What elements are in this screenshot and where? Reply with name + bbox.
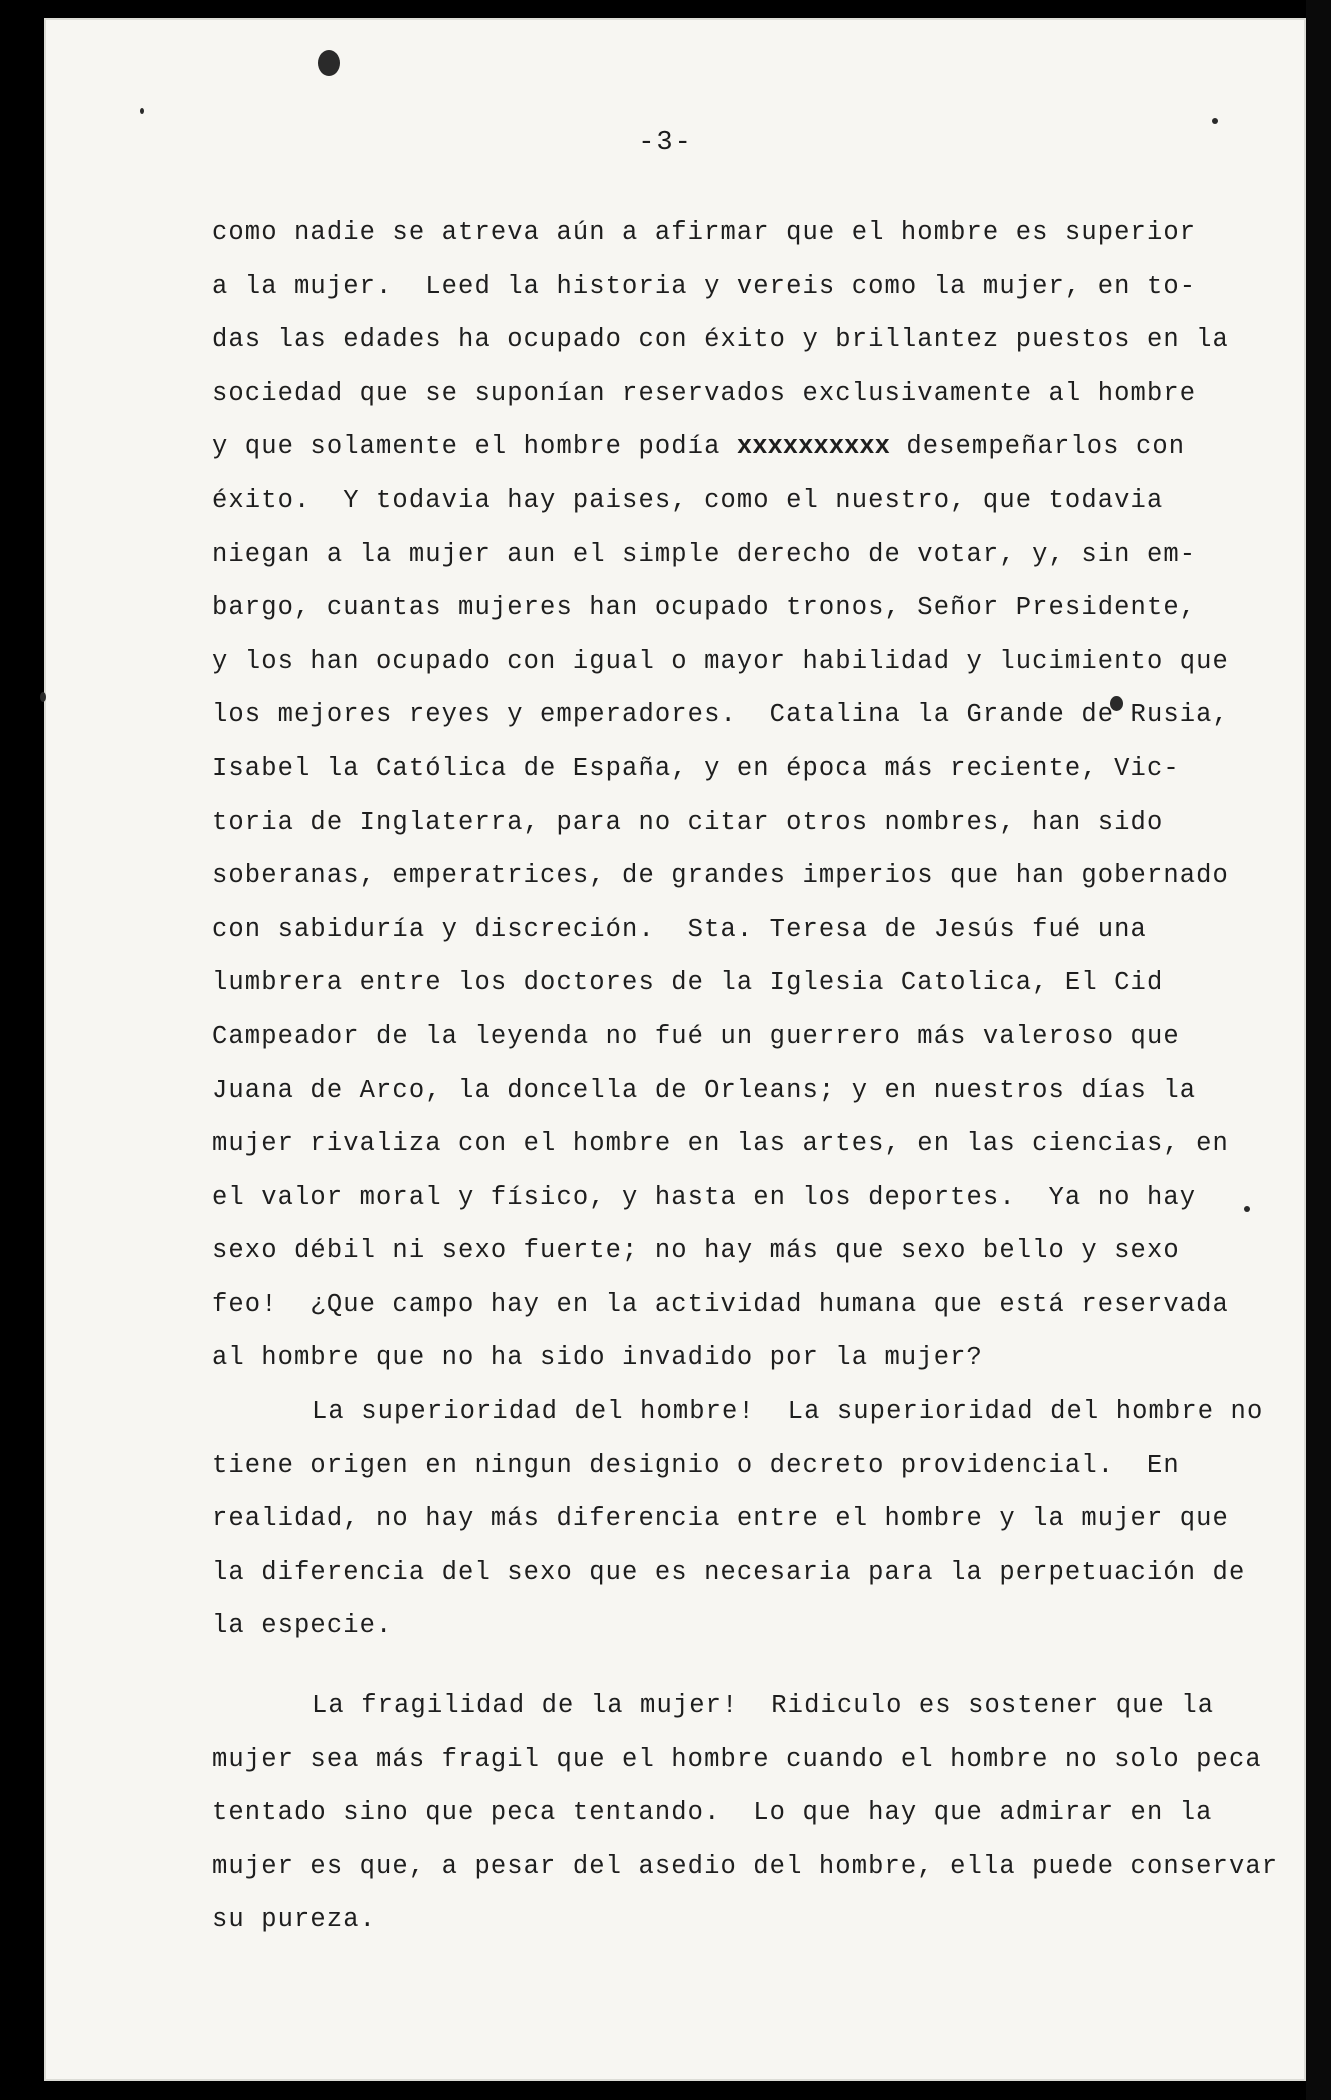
paragraph-gap [212,1653,1222,1679]
text-line: éxito. Y todavia hay paises, como el nuestro, que todavia [212,485,1164,515]
text-line: su pureza. [212,1905,377,1935]
text-line: tiene origen en ningun designio o decreto providencial. En [212,1450,1180,1480]
ink-dot [140,108,144,114]
text-line: soberanas, emperatrices, de grandes imperios que han gobernado [212,861,1229,891]
text-line: con sabiduría y discreción. Sta. Teresa de Jesús fué una [212,914,1147,944]
text-line: lumbrera entre los doctores de la Iglesia Catolica, El Cid [212,968,1164,998]
text-segment: y que solamente el hombre podía [212,432,721,462]
text-line: La fragilidad de la mujer! Ridiculo es sostener que la [312,1691,1215,1721]
text-line: la especie. [212,1611,393,1641]
text-line: das las edades ha ocupado con éxito y brillantez puestos en la [212,325,1229,355]
text-line: Campeador de la leyenda no fué un guerrero más valeroso que [212,1021,1180,1051]
text-line: mujer es que, a pesar del asedio del hombre, ella puede conservar [212,1851,1279,1881]
text-line: bargo, cuantas mujeres han ocupado tronos, Señor Presidente, [212,593,1197,623]
text-line: sexo débil ni sexo fuerte; no hay más que sexo bello y sexo [212,1236,1180,1266]
text-line: realidad, no hay más diferencia entre el hombre y la mujer que [212,1504,1229,1534]
ink-dot [1212,118,1218,124]
text-line: mujer rivaliza con el hombre en las artes, en las ciencias, en [212,1129,1229,1159]
text-line: la diferencia del sexo que es necesaria para la perpetuación de [212,1557,1246,1587]
text-line: al hombre que no ha sido invadido por la mujer? [212,1343,983,1373]
text-line: feo! ¿Que campo hay en la actividad humana que está reservada [212,1289,1229,1319]
text-line: tentado sino que peca tentando. Lo que hay que admirar en la [212,1798,1213,1828]
text-line: a la mujer. Leed la historia y vereis como la mujer, en to- [212,271,1197,301]
ink-dot [40,692,46,702]
text-line: niegan a la mujer aun el simple derecho de votar, y, sin em- [212,539,1197,569]
text-line: mujer sea más fragil que el hombre cuando el hombre no solo peca [212,1744,1262,1774]
ink-blot [318,50,340,76]
ink-dot [1244,1206,1250,1212]
text-line: los mejores reyes y emperadores. Catalina la Grande de Rusia, [212,700,1229,730]
text-line: Isabel la Católica de España, y en época más reciente, Vic- [212,753,1180,783]
text-segment: desempeñarlos con [889,432,1186,462]
text-line: Juana de Arco, la doncella de Orleans; y en nuestros días la [212,1075,1197,1105]
text-line: el valor moral y físico, y hasta en los deportes. Ya no hay [212,1182,1197,1212]
struck-out-text: xxxxxxxxxx [736,432,890,462]
text-line: y los han ocupado con igual o mayor habilidad y lucimiento que [212,646,1229,676]
text-line: sociedad que se suponían reservados exclusivamente al hombre [212,378,1197,408]
page-number: -3- [638,128,693,158]
text-line: como nadie se atreva aún a afirmar que el hombre es superior [212,218,1197,247]
text-line: toria de Inglaterra, para no citar otros nombres, han sido [212,807,1164,837]
text-line-with-strikeout [212,420,1222,474]
document-body [212,206,1279,1947]
text-line: La superioridad del hombre! La superioridad del hombre no [312,1397,1264,1427]
scan-edge [1306,0,1331,2100]
